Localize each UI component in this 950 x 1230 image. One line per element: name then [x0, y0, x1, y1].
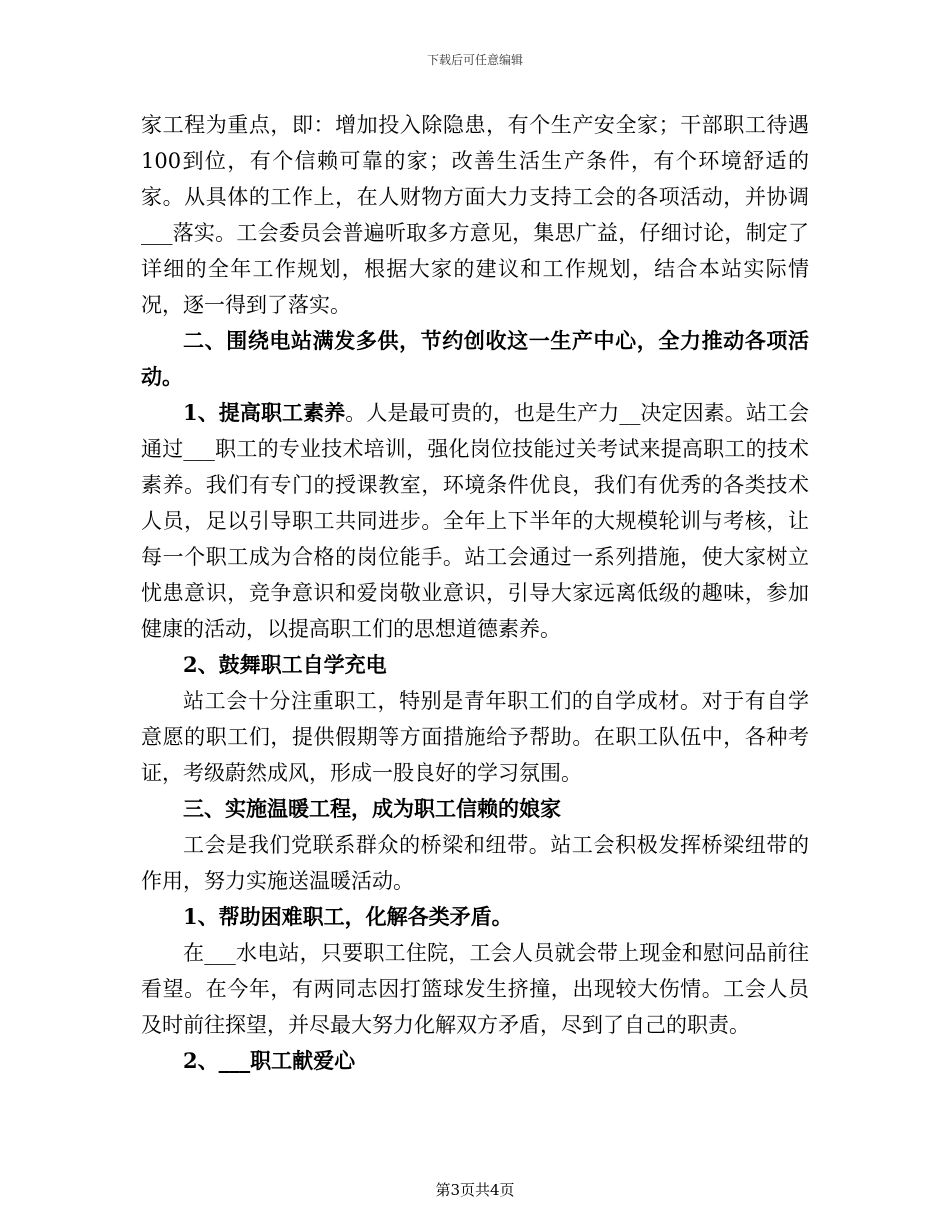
section-heading-2: 二、围绕电站满发多供，节约创收这一生产中心，全力推动各项活动。	[141, 328, 809, 389]
page-footer: 第3页共4页	[435, 1181, 515, 1199]
subheading-help-workers: 1、帮助困难职工，化解各类矛盾。	[183, 904, 513, 929]
paragraph-self-study: 站工会十分注重职工，特别是青年职工们的自学成材。对于有自学意愿的职工们，提供假期等方面措施给予帮助。在职工队伍中，各种考证，考级蔚然成风，形成一股良好的学习氛围。	[141, 689, 809, 785]
paragraph-continued: 家工程为重点，即：增加投入除隐患，有个生产安全家；干部职工待遇100到位，有个信赖可靠的家；改善生活生产条件，有个环境舒适的家。从具体的工作上，在人财物方面大力支持工会的各项活动，并协调___落实。工会委员会普遍听取多方意见，集思广益，仔细讨论，制定了详细的全年工作规划，根据大家的建议和工作规划，结合本站实际情况，逐一得到了落实。	[141, 113, 809, 317]
paragraph-union-bridge: 工会是我们党联系群众的桥梁和纽带。站工会积极发挥桥梁纽带的作用，努力实施送温暖活动。	[141, 833, 809, 893]
paragraph-improve-literacy	[141, 395, 809, 647]
subheading-improve-literacy: 1、提高职工素养	[183, 400, 346, 425]
paragraph-improve-literacy-text: 。人是最可贵的，也是生产力__决定因素。站工会通过___职工的专业技术培训，强化岗位技能过关考试来提高职工的技术素养。我们有专门的授课教室，环境条件优良，我们有优秀的各类技术人员，足以引导职工共同进步。全年上下半年的大规模轮训与考核，让每一个职工成为合格的岗位能手。站工会通过一系列措施，使大家树立忧患意识，竞争意识和爱岗敬业意识，引导大家远离低级的趣味，参加健康的活动，以提高职工们的思想道德素养。	[141, 401, 809, 641]
subheading-self-study: 2、鼓舞职工自学充电	[183, 652, 387, 677]
subheading-donate-love: 2、___职工献爱心	[183, 1048, 356, 1073]
page-header: 下载后可任意编辑	[426, 53, 523, 67]
paragraph-help-workers: 在___水电站，只要职工住院，工会人员就会带上现金和慰问品前往看望。在今年，有两同志因打篮球发生挤撞，出现较大伤情。工会人员及时前往探望，并尽最大努力化解双方矛盾，尽到了自己的职责。	[141, 941, 809, 1037]
document-body	[141, 107, 809, 1079]
section-heading-3: 三、实施温暖工程，成为职工信赖的娘家	[183, 796, 561, 821]
